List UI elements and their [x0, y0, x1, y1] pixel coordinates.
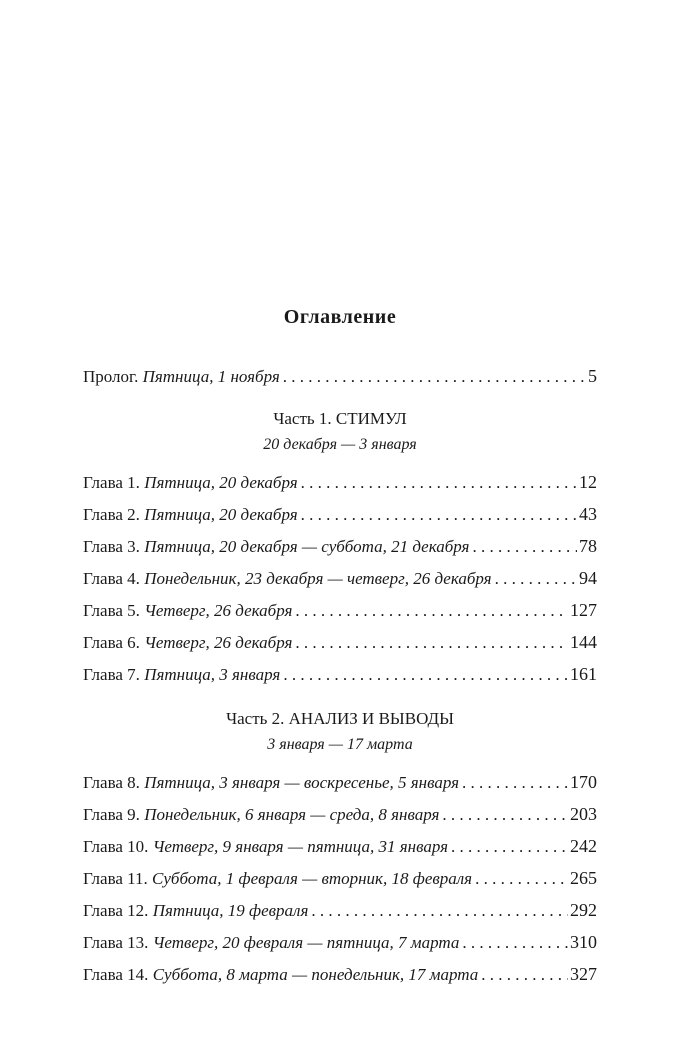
- toc-entry-chapter[interactable]: [83, 598, 597, 622]
- entry-page: 310: [570, 932, 597, 952]
- entry-page: 43: [579, 504, 597, 524]
- dot-leader: [295, 631, 568, 655]
- dot-leader: [451, 835, 568, 859]
- toc-entry-chapter[interactable]: [83, 502, 597, 526]
- entry-page: 127: [570, 600, 597, 620]
- entry-title: Четверг, 26 декабря: [144, 633, 293, 652]
- entry-title: Пятница, 19 февраля: [152, 901, 309, 920]
- part-dates: 3 января — 17 марта: [267, 736, 413, 753]
- entry-title: Четверг, 26 декабря: [144, 601, 293, 620]
- dot-leader: [475, 867, 568, 891]
- entry-label: Глава 12.: [83, 901, 149, 920]
- toc-entry-chapter[interactable]: [83, 662, 597, 686]
- entry-title: Пятница, 20 декабря: [144, 473, 298, 492]
- toc-entry-chapter[interactable]: [83, 898, 597, 922]
- page-title: Оглавление: [283, 306, 397, 328]
- entry-title: Четверг, 20 февраля — пятница, 7 марта: [152, 933, 460, 952]
- entry-title: Пятница, 3 января — воскресенье, 5 января: [144, 773, 460, 792]
- dot-leader: [442, 803, 568, 827]
- entry-label: Глава 5.: [83, 601, 140, 620]
- entry-title: Пятница, 3 января: [144, 665, 281, 684]
- entry-label: Глава 7.: [83, 665, 140, 684]
- entry-page: 292: [570, 900, 597, 920]
- part-heading: Часть 1. СТИМУЛ: [273, 409, 407, 428]
- toc-entry-chapter[interactable]: [83, 630, 597, 654]
- entry-page: 170: [570, 772, 597, 792]
- entry-label: Глава 10.: [83, 837, 149, 856]
- entry-label: Глава 11.: [83, 869, 148, 888]
- dot-leader: [301, 471, 577, 495]
- entry-label: Глава 13.: [83, 933, 149, 952]
- entry-page: 327: [570, 964, 597, 984]
- dot-leader: [311, 899, 568, 923]
- entry-page: 203: [570, 804, 597, 824]
- part-dates: 20 декабря — 3 января: [263, 436, 417, 453]
- entry-label: Глава 8.: [83, 773, 140, 792]
- entry-page: 265: [570, 868, 597, 888]
- toc-entry-chapter[interactable]: [83, 470, 597, 494]
- entry-title: Пятница, 1 ноября: [142, 367, 280, 386]
- toc-entry-chapter[interactable]: [83, 802, 597, 826]
- toc-entry-chapter[interactable]: [83, 962, 597, 986]
- dot-leader: [283, 663, 568, 687]
- entry-title: Понедельник, 23 декабря — четверг, 26 декабря: [144, 569, 492, 588]
- entry-label: Глава 9.: [83, 805, 140, 824]
- entry-page: 144: [570, 632, 597, 652]
- entry-label: Глава 4.: [83, 569, 140, 588]
- toc-entry-chapter[interactable]: [83, 566, 597, 590]
- dot-leader: [495, 567, 577, 591]
- entry-label: Пролог.: [83, 367, 139, 386]
- entry-page: 94: [579, 568, 597, 588]
- entry-label: Глава 1.: [83, 473, 140, 492]
- entry-page: 161: [570, 664, 597, 684]
- entry-page: 5: [588, 366, 597, 386]
- entry-title: Четверг, 9 января — пятница, 31 января: [152, 837, 449, 856]
- toc-entry-chapter[interactable]: [83, 866, 597, 890]
- toc-entry-chapter[interactable]: [83, 534, 597, 558]
- dot-leader: [283, 365, 586, 389]
- toc-entry-chapter[interactable]: [83, 930, 597, 954]
- entry-label: Глава 2.: [83, 505, 140, 524]
- dot-leader: [295, 599, 568, 623]
- entry-label: Глава 6.: [83, 633, 140, 652]
- entry-title: Суббота, 1 февраля — вторник, 18 февраля: [152, 869, 473, 888]
- dot-leader: [301, 503, 577, 527]
- entry-page: 78: [579, 536, 597, 556]
- entry-page: 12: [579, 472, 597, 492]
- part-heading: Часть 2. АНАЛИЗ И ВЫВОДЫ: [226, 709, 454, 728]
- entry-label: Глава 14.: [83, 965, 149, 984]
- dot-leader: [462, 931, 568, 955]
- toc-entry-prologue[interactable]: [83, 364, 597, 388]
- entry-label: Глава 3.: [83, 537, 140, 556]
- dot-leader: [462, 771, 568, 795]
- toc-entry-chapter[interactable]: [83, 770, 597, 794]
- entry-title: Пятница, 20 декабря — суббота, 21 декабря: [144, 537, 470, 556]
- entry-page: 242: [570, 836, 597, 856]
- dot-leader: [481, 963, 568, 987]
- entry-title: Суббота, 8 марта — понедельник, 17 марта: [152, 965, 479, 984]
- entry-title: Пятница, 20 декабря: [144, 505, 298, 524]
- toc-entry-chapter[interactable]: [83, 834, 597, 858]
- entry-title: Понедельник, 6 января — среда, 8 января: [144, 805, 440, 824]
- dot-leader: [472, 535, 577, 559]
